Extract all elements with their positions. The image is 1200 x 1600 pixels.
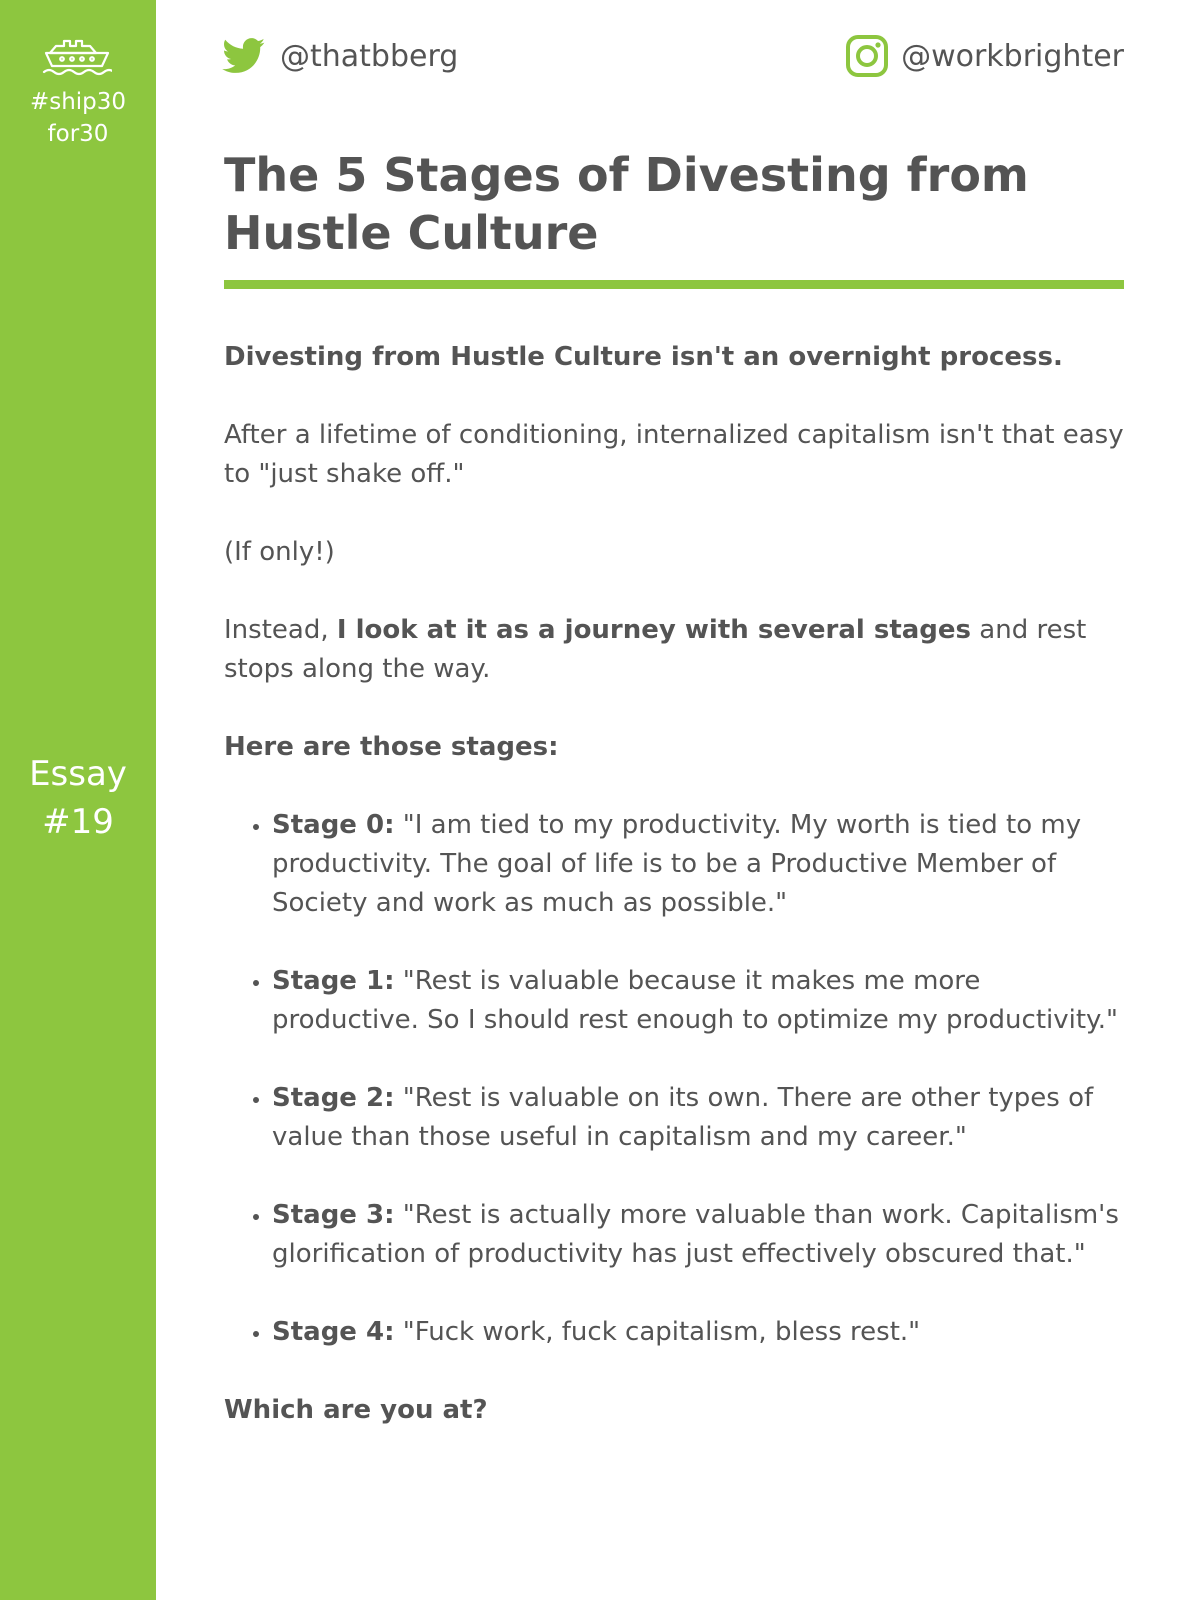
instagram-handle: @workbrighter <box>901 38 1124 74</box>
stages-list <box>224 806 1124 1352</box>
stage-text: "Rest is actually more valuable than work. Capitalism's glorification of productivity has just effectively obscured that." <box>272 1200 1119 1269</box>
instagram-link[interactable] <box>845 34 1124 78</box>
twitter-link[interactable] <box>222 34 458 78</box>
stage-text: "Rest is valuable because it makes me more productive. So I should rest enough to optimize my productivity." <box>272 966 1118 1035</box>
essay-body <box>224 338 1124 1469</box>
essay-label: Essay <box>29 754 127 794</box>
stage-item <box>272 1079 1124 1157</box>
stage-item <box>272 806 1124 923</box>
stage-text: "I am tied to my productivity. My worth is tied to my productivity. The goal of life is to be a Productive Member of Society and work as much as possible." <box>272 810 1082 918</box>
if-only-paragraph: (If only!) <box>224 537 335 567</box>
stage-item <box>272 1313 1124 1352</box>
stages-heading <box>224 728 1124 767</box>
twitter-handle: @thatbberg <box>280 38 459 74</box>
stage-label: Stage 2: <box>272 1083 395 1113</box>
closing-question <box>224 1391 1124 1430</box>
essay-number: #19 <box>42 802 114 842</box>
stage-text: "Fuck work, fuck capitalism, bless rest." <box>394 1317 921 1347</box>
ship30-tag-line1: #ship30 <box>29 89 127 115</box>
journey-text-end: and rest stops along the way. <box>224 615 1087 684</box>
closing-question-text: Which are you at? <box>224 1395 488 1425</box>
intro-paragraph <box>224 338 1124 377</box>
title-divider <box>224 280 1124 289</box>
ship30-tag-line2: for30 <box>47 121 109 147</box>
journey-paragraph <box>224 611 1124 689</box>
page-title: The 5 Stages of Divesting from Hustle Culture <box>224 148 1029 260</box>
conditioning-paragraph: After a lifetime of conditioning, internalized capitalism isn't that easy to "just shake off." <box>224 420 1124 489</box>
intro-text: Divesting from Hustle Culture isn't an overnight process. <box>224 342 1063 372</box>
ship-icon <box>42 36 112 78</box>
stages-heading-text: Here are those stages: <box>224 732 559 762</box>
stage-label: Stage 0: <box>272 810 395 840</box>
stage-item <box>272 1196 1124 1274</box>
stage-label: Stage 4: <box>272 1317 395 1347</box>
stage-label: Stage 3: <box>272 1200 395 1230</box>
instagram-icon <box>845 34 889 78</box>
sidebar <box>0 0 156 1600</box>
journey-text-start: Instead, <box>224 615 337 645</box>
stage-item <box>272 962 1124 1040</box>
journey-text-bold: I look at it as a journey with several stages <box>336 615 972 645</box>
twitter-icon <box>222 38 266 74</box>
stage-text: "Rest is valuable on its own. There are other types of value than those useful in capitalism and my career." <box>272 1083 1094 1152</box>
stage-label: Stage 1: <box>272 966 395 996</box>
